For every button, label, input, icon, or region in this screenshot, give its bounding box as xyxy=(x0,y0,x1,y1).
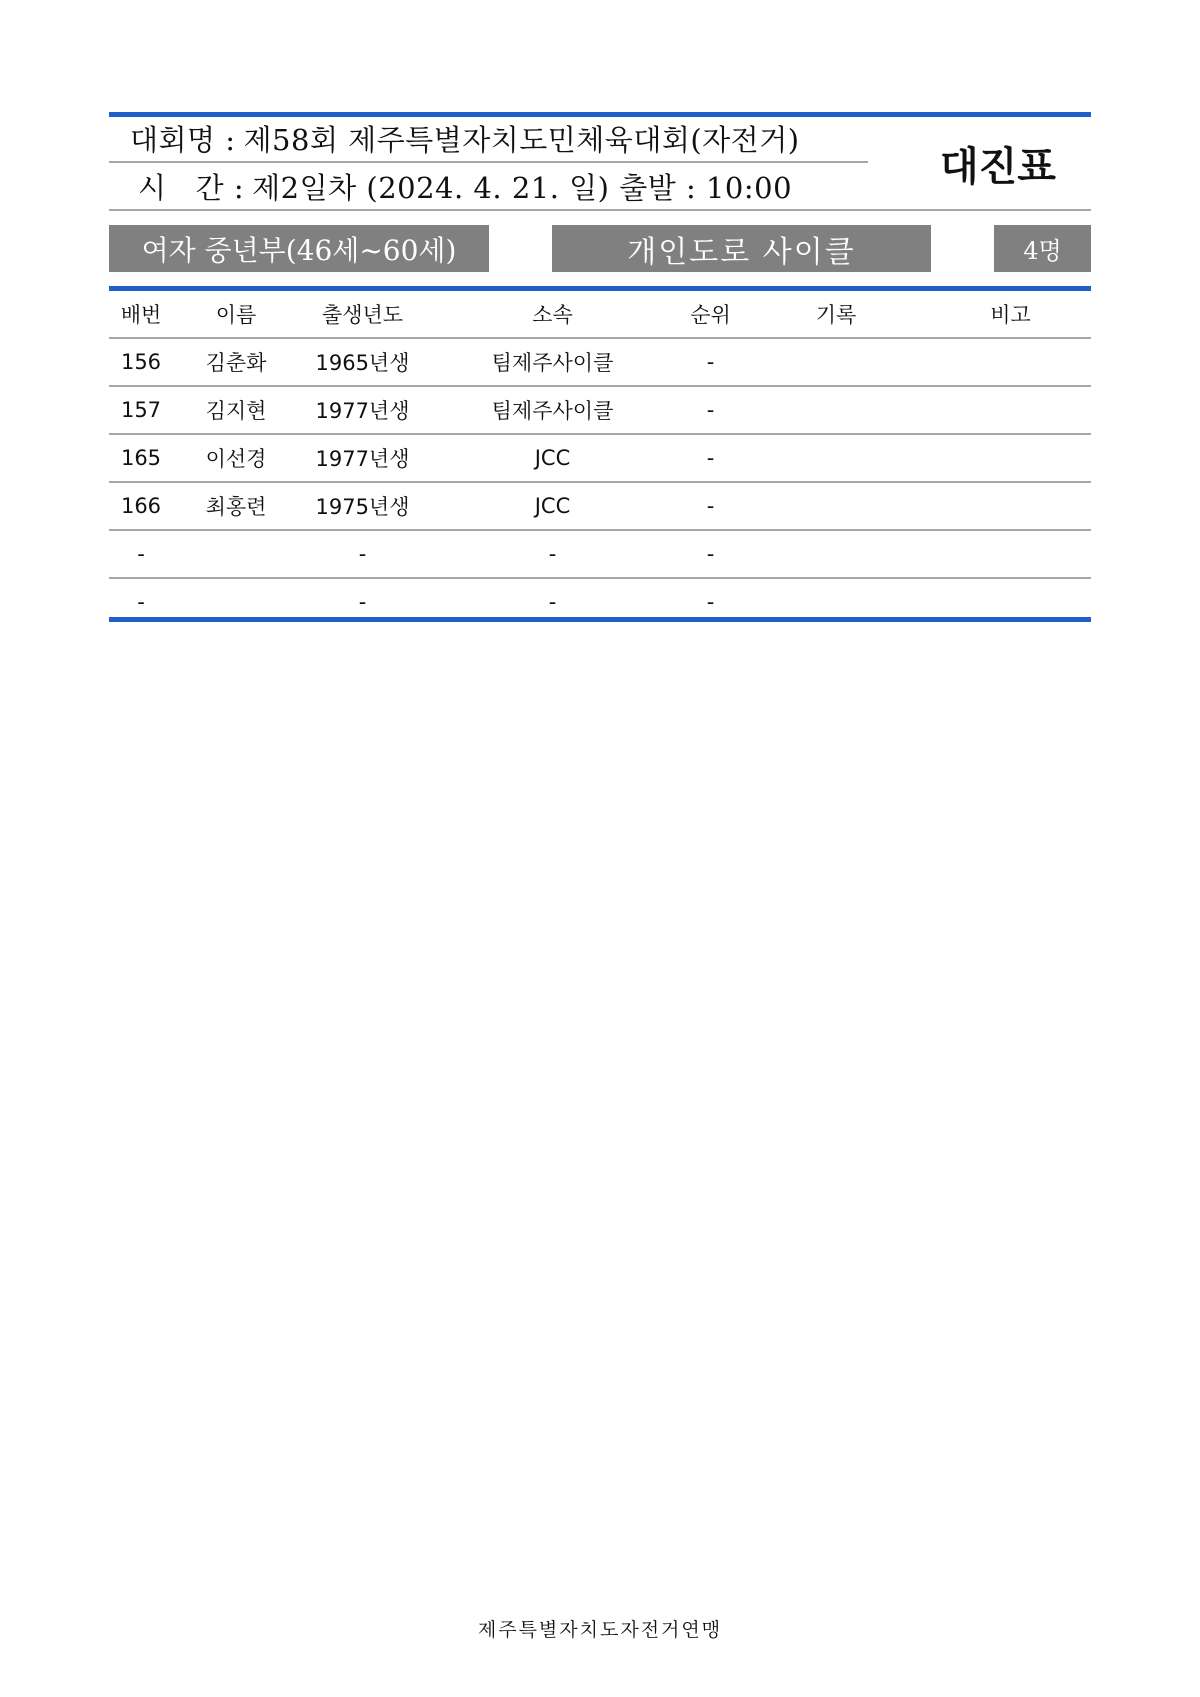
table-header-row xyxy=(109,291,1091,338)
cell-name: 김춘화 xyxy=(173,338,299,386)
table-row xyxy=(109,530,1091,578)
col-note: 비고 xyxy=(930,291,1091,338)
cell-bib: 157 xyxy=(109,386,173,434)
count-box xyxy=(994,225,1091,272)
cell-birth-year: - xyxy=(358,590,367,614)
cell-rank: - xyxy=(679,482,742,530)
cell-record xyxy=(742,434,930,482)
event-box xyxy=(552,225,931,272)
cell-note xyxy=(930,338,1091,386)
cell-team: JCC xyxy=(426,434,679,482)
cell-birth-year: 1977년생 xyxy=(299,434,426,482)
cell-record xyxy=(742,386,930,434)
col-bib: 배번 xyxy=(109,291,173,338)
document-title: 대진표 xyxy=(940,144,1056,190)
cell-bib: 156 xyxy=(109,338,173,386)
cell-team: 팀제주사이클 xyxy=(426,338,679,386)
cell-birth-year: 1965년생 xyxy=(299,338,426,386)
table-bottom-rule xyxy=(109,617,1091,622)
cell-record xyxy=(742,530,930,578)
header-bottom-rule xyxy=(109,209,1091,211)
event-label: 개인도로 사이클 xyxy=(627,234,856,270)
cell-rank: - xyxy=(679,530,742,578)
cell-rank: - xyxy=(679,338,742,386)
competition-name: 제58회 제주특별자치도민체육대회(자전거) xyxy=(243,123,800,157)
cell-name: 최홍련 xyxy=(173,482,299,530)
col-birth-year: 출생년도 xyxy=(299,291,426,338)
table-row xyxy=(109,482,1091,530)
cell-record xyxy=(742,482,930,530)
cell-note xyxy=(930,386,1091,434)
table-row xyxy=(109,386,1091,434)
cell-name: 이선경 xyxy=(173,434,299,482)
col-name: 이름 xyxy=(173,291,299,338)
cell-rank: - xyxy=(706,590,715,614)
cell-birth-year: - xyxy=(299,530,426,578)
competition-line xyxy=(130,118,800,159)
count-label: 4명 xyxy=(1023,237,1062,265)
table-row xyxy=(109,434,1091,482)
cell-note xyxy=(930,482,1091,530)
division-box xyxy=(109,225,489,272)
header-divider xyxy=(109,161,868,163)
table-row xyxy=(109,338,1091,386)
time-label: 시 간 : xyxy=(138,171,245,205)
cell-birth-year: 1977년생 xyxy=(299,386,426,434)
cell-team: - xyxy=(548,590,557,614)
cell-note xyxy=(930,434,1091,482)
roster-table xyxy=(109,291,1091,625)
time-line xyxy=(138,166,792,207)
col-team: 소속 xyxy=(426,291,679,338)
cell-team: 팀제주사이클 xyxy=(426,386,679,434)
footer-organization: 제주특별자치도자전거연맹 xyxy=(477,1619,723,1641)
cell-rank: - xyxy=(679,386,742,434)
cell-bib: 166 xyxy=(109,482,173,530)
cell-bib: - xyxy=(109,530,173,578)
division-label: 여자 중년부(46세~60세) xyxy=(141,233,457,267)
col-rank: 순위 xyxy=(679,291,742,338)
cell-name: 김지현 xyxy=(173,386,299,434)
cell-bib: - xyxy=(137,590,145,614)
cell-name xyxy=(173,530,299,578)
top-rule xyxy=(109,112,1091,117)
cell-rank: - xyxy=(679,434,742,482)
time-value: 제2일차 (2024. 4. 21. 일) 출발 : 10:00 xyxy=(252,171,793,205)
cell-birth-year: 1975년생 xyxy=(299,482,426,530)
cell-bib: 165 xyxy=(109,434,173,482)
col-record: 기록 xyxy=(742,291,930,338)
cell-team: JCC xyxy=(426,482,679,530)
competition-label: 대회명 : xyxy=(130,123,236,157)
cell-record xyxy=(742,338,930,386)
cell-note xyxy=(930,530,1091,578)
cell-team: - xyxy=(426,530,679,578)
